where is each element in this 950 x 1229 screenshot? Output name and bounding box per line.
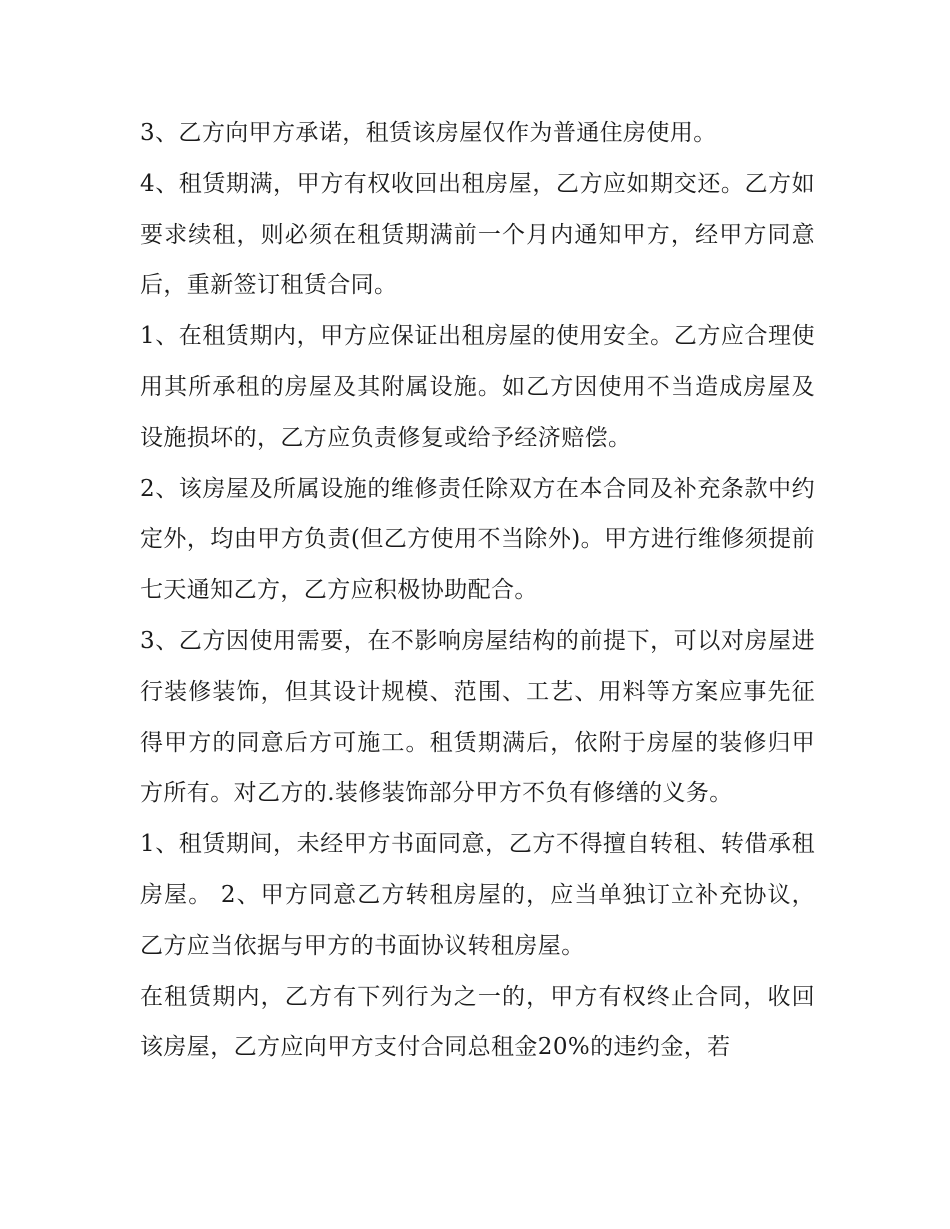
clause-termination-penalty: 在租赁期内，乙方有下列行为之一的，甲方有权终止合同，收回该房屋，乙方应向甲方支付合同总租金20%的违约金，若 — [140, 983, 815, 1061]
clause-tenant-residential-use: 3、乙方向甲方承诺，租赁该房屋仅作为普通住房使用。 — [140, 120, 717, 146]
clause-lease-expiry-renewal: 4、租赁期满，甲方有权收回出租房屋，乙方应如期交还。乙方如要求续租，则必须在租赁期满前一个月内通知甲方，经甲方同意后，重新签订租赁合同。 — [140, 170, 815, 299]
clause-decoration: 3、乙方因使用需要，在不影响房屋结构的前提下，可以对房屋进行装修装饰，但其设计规模、范围、工艺、用料等方案应事先征得甲方的同意后方可施工。租赁期满后，依附于房屋的装修归甲方所有。对乙方的.装修装饰部分甲方不负有修缮的义务。 — [140, 627, 815, 807]
document-body — [140, 108, 815, 1073]
clause-use-safety-damage: 1、在租赁期内，甲方应保证出租房屋的使用安全。乙方应合理使用其所承租的房屋及其附属设施。如乙方因使用不当造成房屋及设施损坏的，乙方应负责修复或给予经济赔偿。 — [140, 323, 815, 451]
clause-maintenance-responsibility: 2、该房屋及所属设施的维修责任除双方在本合同及补充条款中约定外，均由甲方负责(但乙方使用不当除外)。甲方进行维修须提前七天通知乙方，乙方应积极协助配合。 — [140, 475, 815, 604]
clause-sublease: 1、租赁期间，未经甲方书面同意，乙方不得擅自转租、转借承租房屋。 2、甲方同意乙方转租房屋的，应当单独订立补充协议，乙方应当依据与甲方的书面协议转租房屋。 — [140, 831, 815, 959]
